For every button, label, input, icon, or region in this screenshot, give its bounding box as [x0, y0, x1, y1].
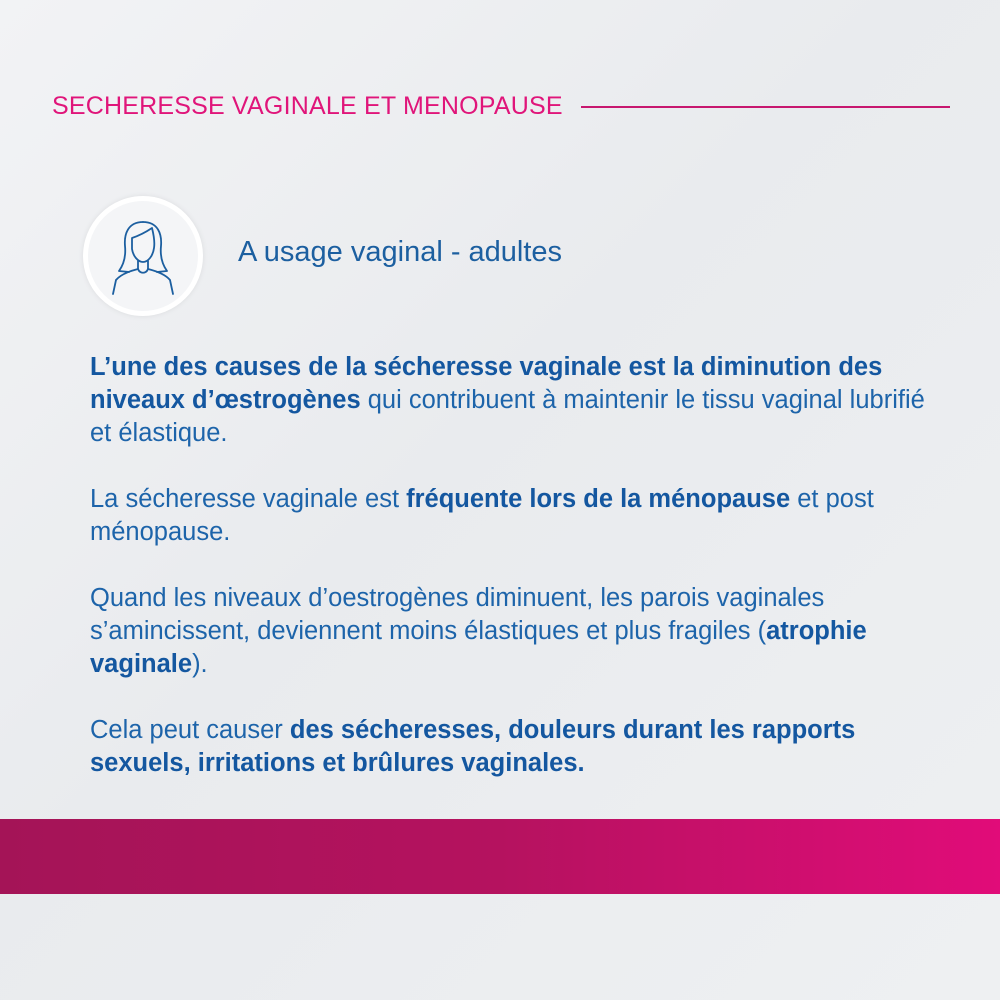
paragraph-atrophy — [90, 582, 930, 681]
page-title: SECHERESSE VAGINALE ET MENOPAUSE — [52, 91, 563, 120]
usage-title: A usage vaginal - adultes — [238, 236, 563, 268]
paragraph-frequency-text-before: La sécheresse vaginale est — [90, 485, 407, 513]
info-text — [90, 351, 930, 813]
paragraph-atrophy-text-after: ). — [192, 650, 208, 678]
page-header — [52, 88, 950, 124]
paragraph-frequency-text-after: et post ménopause. — [90, 485, 874, 546]
paragraph-atrophy-bold: atrophie vaginale — [90, 617, 867, 678]
header-divider — [581, 106, 950, 108]
footer-color-band — [0, 819, 1000, 894]
paragraph-symptoms-text-before: Cela peut causer — [90, 716, 290, 744]
paragraph-symptoms-bold: des sécheresses, douleurs durant les rapports sexuels, irritations et brûlures vaginales. — [90, 716, 856, 777]
paragraph-frequency-bold: fréquente lors de la ménopause — [406, 485, 791, 513]
paragraph-atrophy-text-before: Quand les niveaux d’oestrogènes diminuent, les parois vaginales s’amincissent, deviennent moins élastiques et plus fragiles ( — [90, 584, 825, 645]
paragraph-causes-bold: L’une des causes de la sécheresse vaginale est la diminution des niveaux d’œstrogènes — [90, 353, 883, 414]
paragraph-symptoms — [90, 714, 930, 780]
paragraph-causes — [90, 351, 930, 450]
woman-icon — [108, 216, 178, 296]
paragraph-frequency — [90, 483, 930, 549]
paragraph-causes-text: qui contribuent à maintenir le tissu vaginal lubrifié et élastique. — [90, 386, 925, 447]
usage-icon-badge — [83, 196, 203, 316]
